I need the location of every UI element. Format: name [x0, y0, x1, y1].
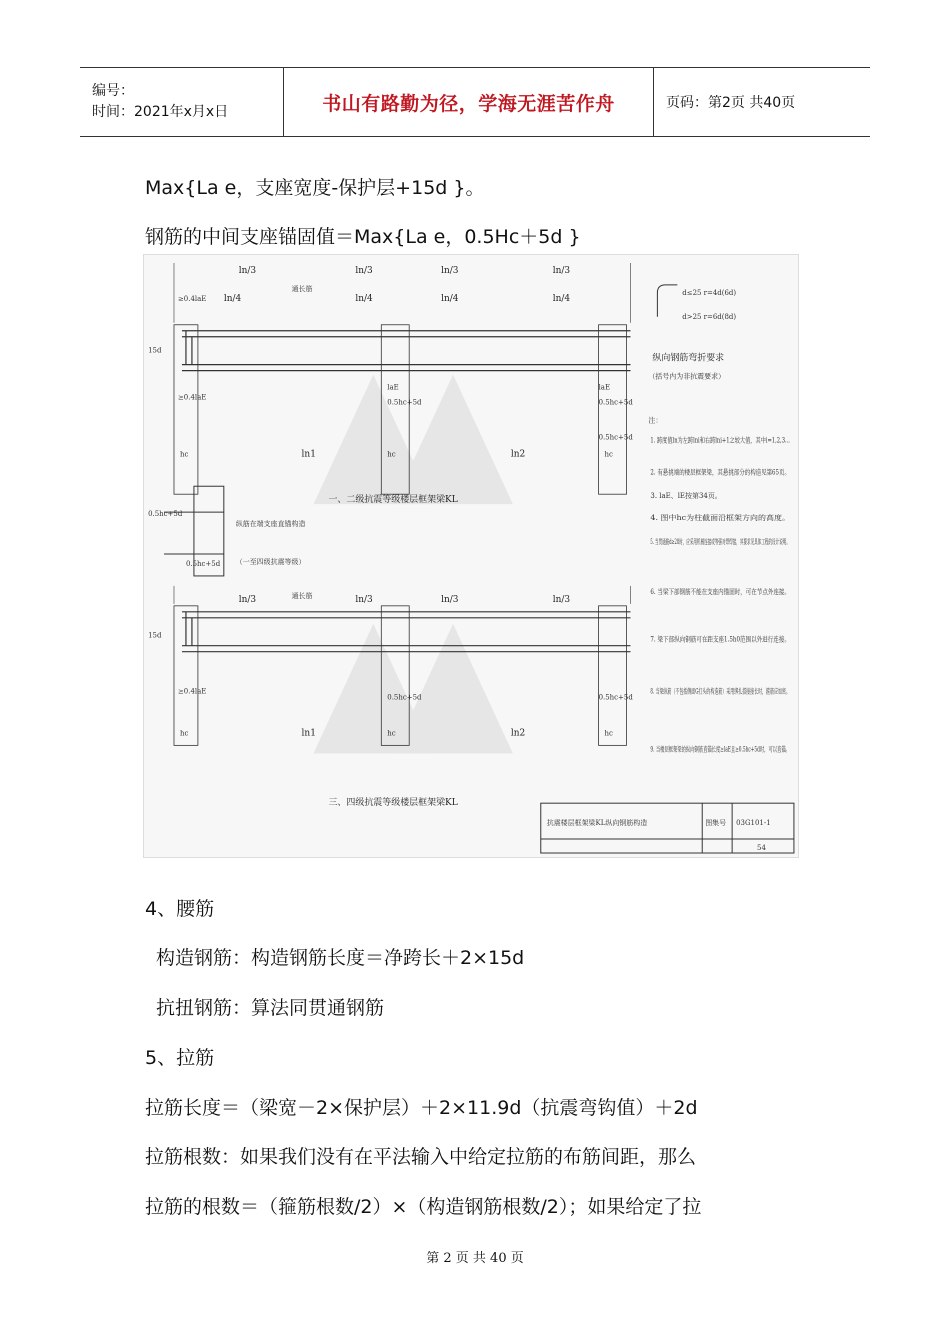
note-item: 1. 跨度值ln为左跨lni和右跨lni+1之较大值，其中i=1,2,3... [650, 436, 839, 445]
ln4-label-3: ln/4 [441, 293, 459, 304]
note-title: 纵向钢筋弯折要求 [652, 353, 725, 364]
d15-label-bottom: 15d [148, 631, 162, 640]
tag-label-top: 通长筋 [291, 284, 313, 293]
half-label-left-2: 0.5hc+5d [185, 559, 221, 568]
half-label-1: 0.5hc+5d [387, 398, 422, 407]
left-note-1: 纵筋在端支座直锚构造 [235, 520, 306, 529]
half-label-5: 0.5hc+5d [598, 693, 633, 702]
header-motto-cell [284, 68, 654, 136]
ln4-label-2: ln/4 [355, 293, 373, 304]
body-line-7: 拉筋的根数＝（箍筋根数/2）×（构造钢筋根数/2）；如果给定了拉 [145, 1196, 702, 1218]
ln1-label-bottom: ln1 [301, 728, 316, 739]
ln2-label-bottom: ln2 [510, 728, 526, 739]
p04-label-top: ≥0.4laE [177, 294, 207, 303]
lae-label-2: laE [598, 383, 611, 392]
hc-label-2: hc [387, 450, 396, 459]
ln3-label-8: ln/3 [552, 594, 571, 605]
time-label: 时间：2021年x月x日 [92, 104, 229, 120]
figure-page-number: 54 [757, 844, 766, 853]
ln4-label-1: ln/4 [223, 293, 242, 304]
body-line-6: 拉筋根数：如果我们没有在平法输入中给定拉筋的布筋间距，那么 [145, 1146, 697, 1168]
atlas-label: 图集号 [705, 819, 727, 828]
left-note-2: （一至四级抗震等级） [235, 557, 306, 566]
p04-label-mid: ≥0.4laE [177, 393, 207, 402]
body-line-2: 钢筋的中间支座锚固值＝Max{La e，0.5Hc＋5d } [145, 226, 581, 248]
body-line-5: 拉筋长度＝（梁宽－2×保护层）＋2×11.9d（抗震弯钩值）＋2d [145, 1097, 698, 1119]
ln3-label-4: ln/3 [552, 265, 571, 276]
note-item: 9. 当楼层框架梁的纵向钢筋直锚长度≥laE且≥0.5hc+5d时，可以直锚。 [650, 745, 877, 754]
header-meta [80, 68, 284, 136]
note-item: 5. 当贯通筋d≥28时，应采用机械连接或等强对焊焊接，其要求见具体工程的设计说明。 [650, 538, 923, 547]
ln3-label-7: ln/3 [441, 594, 459, 605]
note-item: 8. 当梁纵筋（不包括侧面G打头的构造筋）采用绑扎搭接接长时，箍筋应加密。 [650, 687, 895, 696]
rebar-diagram-svg [144, 255, 923, 857]
body-line-3: 构造钢筋：构造钢筋长度＝净跨长＋2×15d [156, 947, 525, 969]
hc-label-3: hc [604, 450, 613, 459]
ln4-label-4: ln/4 [552, 293, 571, 304]
notes-title: 注： [648, 416, 663, 425]
atlas-number: 03G101-1 [736, 819, 771, 828]
figure-title-1: 一、二级抗震等级楼层框架梁KL [328, 495, 458, 506]
section-4-heading: 4、腰筋 [145, 898, 215, 920]
ln3-label-2: ln/3 [355, 265, 373, 276]
rebar-diagram [143, 254, 923, 858]
d15-label-top: 15d [148, 346, 162, 355]
note-sub: （括号内为非抗震要求） [648, 372, 726, 381]
note-item: 7. 梁下部纵向钢筋可在距支座1.5h0范围以外进行连接。 [650, 635, 826, 644]
page-footer: 第 2 页 共 40 页 [426, 1251, 524, 1266]
ln3-label-6: ln/3 [355, 594, 373, 605]
ln2-label-top: ln2 [510, 449, 526, 460]
ln3-label-5: ln/3 [238, 594, 257, 605]
ln1-label-top: ln1 [301, 449, 316, 460]
header-page-info [654, 68, 870, 136]
body-line-4: 抗扭钢筋：算法同贯通钢筋 [156, 997, 385, 1019]
hc-label-5: hc [387, 729, 396, 738]
bend-rule-2: d>25 r=6d(8d) [682, 312, 737, 321]
bend-detail [657, 285, 677, 317]
header-motto: 书山有路勤为径，学海无涯苦作舟 [322, 92, 615, 115]
page-header [80, 67, 870, 137]
half-label-2: 0.5hc+5d [598, 398, 633, 407]
note-item: 2. 有悬挑端的楼层框架梁，其悬挑部分的构造见第65页。 [650, 468, 829, 477]
note-item: 6. 当梁下部钢筋不能在支座内锚固时，可在节点外连接。 [650, 587, 827, 596]
half-label-4: 0.5hc+5d [387, 693, 422, 702]
p04-label-bottom: ≥0.4laE [177, 687, 207, 696]
half-label-3: 0.5hc+5d [598, 433, 633, 442]
note-item: 4. 图中hc为柱截面沿框架方向的高度。 [650, 514, 773, 523]
body-line-1: Max{La e，支座宽度-保护层+15d }。 [145, 177, 485, 199]
lae-label-1: laE [387, 383, 399, 392]
ln3-label-1: ln/3 [238, 265, 257, 276]
notes-list [650, 435, 923, 754]
half-label-left-1: 0.5hc+5d [148, 510, 183, 519]
hc-label-4: hc [179, 729, 189, 738]
ln3-label-3: ln/3 [441, 265, 459, 276]
hc-label-1: hc [179, 450, 189, 459]
section-5-heading: 5、拉筋 [145, 1047, 215, 1069]
page-info: 页码：第2页 共40页 [666, 95, 796, 111]
title-block-text: 抗震楼层框架梁KL纵向钢筋构造 [546, 819, 648, 828]
figure-title-2: 三、四级抗震等级楼层框架梁KL [328, 798, 458, 809]
code-label: 编号： [92, 83, 134, 99]
note-item: 3. laE、lE按第34页。 [650, 492, 722, 501]
hc-label-6: hc [604, 729, 613, 738]
bend-rule-1: d≤25 r=4d(6d) [682, 288, 737, 297]
tag-label-bottom: 通长筋 [291, 591, 313, 600]
title-block [541, 803, 794, 853]
